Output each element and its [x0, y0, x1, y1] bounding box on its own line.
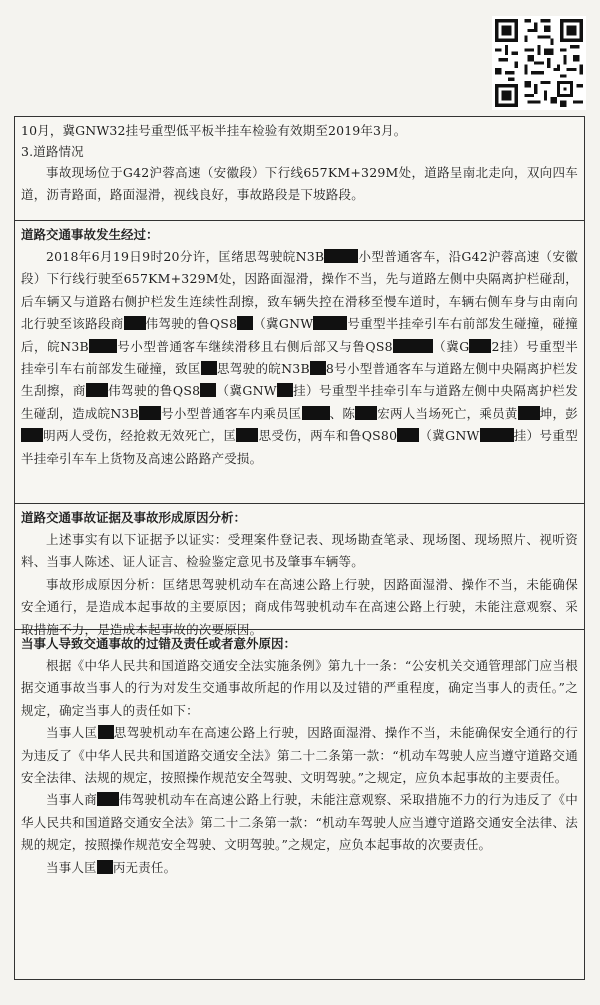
redaction-block — [98, 725, 114, 739]
text-run: 伟驾驶的鲁QS8 — [107, 383, 201, 399]
liability-heading: 当事人导致交通事故的过错及责任或者意外原因： — [21, 636, 297, 651]
liability-basis-text: 根据《中华人民共和国道路交通安全法实施条例》第九十一条：“公安机关交通管理部门应当根据交通事故当事人的行为对发生交通事故所起的作用以及过错的严重程度，确定当事人的责任。”之规定，确定当事人的责任如下： — [21, 658, 578, 718]
text-run: 宏两人当场死亡，乘员黄 — [377, 405, 518, 421]
party-three-liability-text — [21, 857, 578, 879]
redaction-block — [236, 428, 258, 442]
text-run: （冀G — [432, 338, 470, 354]
text-run: 思受伤，两车和鲁QS80 — [258, 428, 398, 444]
redaction-block — [469, 339, 491, 353]
redaction-block — [355, 406, 377, 420]
text-run: 小型普通客车，沿G42沪蓉高速（安徽段）下行线行驶至657KM+329M处，因路面湿滑，操作不当，先与道路左侧中央隔离护栏碰刮，后车辆又与道路右侧护栏发生连续性刮擦，致车辆失控在滑移至慢车道时，车辆右侧车身与由南向北行驶至该路段商 — [21, 249, 578, 332]
qr-code-icon — [492, 16, 586, 110]
text-run: 当事人匡 — [46, 725, 98, 741]
text-run: 当事人商 — [46, 792, 97, 808]
accident-report-table — [14, 116, 585, 980]
redaction-block — [393, 339, 433, 353]
section-evidence-analysis — [15, 504, 584, 637]
text-run: 当事人匡 — [46, 859, 97, 875]
qr-code — [492, 16, 586, 110]
redaction-block — [124, 316, 146, 330]
section-liability — [15, 630, 584, 980]
redaction-block — [86, 383, 108, 397]
redaction-block — [200, 383, 216, 397]
redaction-block — [324, 249, 358, 263]
text-run: 挂）号重型半挂牵引车与道路左侧中央隔离护栏发生碰刮，造成皖N3B — [21, 383, 578, 421]
redaction-block — [201, 361, 217, 375]
text-run: 8号小型普通客车与道路左侧中央隔离护栏发生刮擦，商 — [21, 361, 578, 399]
text-run: （冀GNW — [419, 428, 480, 444]
accident-process-text — [21, 246, 578, 470]
road-conditions-heading: 3.道路情况 — [21, 144, 84, 159]
redaction-block — [97, 792, 119, 806]
redaction-block — [277, 383, 293, 397]
text-run: 挂）号重型半挂牵引车车上货物及高速公路路产受损。 — [21, 428, 578, 466]
evidence-heading: 道路交通事故证据及事故形成原因分析： — [21, 510, 247, 525]
redaction-block — [480, 428, 514, 442]
redaction-block — [313, 316, 347, 330]
redaction-block — [302, 406, 330, 420]
text-run: 坤，彭 — [539, 405, 579, 421]
text-run: 丙无责任。 — [112, 859, 177, 875]
party-one-liability-text — [21, 722, 578, 789]
redaction-block — [237, 316, 253, 330]
text-run: 、陈 — [329, 405, 356, 421]
cause-analysis-text: 事故形成原因分析：匡绪思驾驶机动车在高速公路上行驶，因路面湿滑、操作不当，未能确保安全通行，是造成本起事故的主要原因；商成伟驾驶机动车在高速公路上行驶，未能注意观察、采取措施不力，是造成本起事故的次要原因。 — [21, 576, 578, 637]
text-run: （冀GNW — [216, 383, 277, 399]
text-run: 号小型普通客车内乘员匡 — [161, 405, 302, 421]
section-accident-process — [15, 221, 584, 504]
redaction-block — [397, 428, 419, 442]
text-run: 2挂）号重型半挂牵引车右前部发生碰撞，致匡 — [21, 338, 579, 377]
redaction-block — [97, 860, 113, 874]
text-run: 伟驾驶机动车在高速公路上行驶，未能注意观察、采取措施不力的行为违反了《中华人民共和国道路交通安全法》第二十二条第一款：“机动车驾驶人应当遵守道路交通安全法律、法规的规定，按照操作规范安全驾驶、文明驾驶。”之规定，应负本起事故的次要责任。 — [21, 792, 578, 853]
redaction-block — [89, 339, 117, 353]
text-run: 伟驾驶的鲁QS8 — [145, 316, 238, 332]
text-run: （冀GNW — [253, 316, 314, 332]
text-run: 明两人受伤，经抢救无效死亡，匡 — [43, 428, 237, 444]
text-run: 号重型半挂牵引车右前部发生碰撞，碰撞后，皖N3B — [21, 316, 578, 354]
text-run: 思驾驶的皖N3B — [216, 361, 310, 377]
vehicle-inspection-line: 10月，冀GNW32挂号重型低平板半挂车检验有效期至2019年3月。 — [21, 123, 407, 138]
redaction-block — [518, 406, 540, 420]
evidence-text: 上述事实有以下证据予以证实：受理案件登记表、现场勘查笔录、现场图、现场照片、视听资料、当事人陈述、证人证言、检验鉴定意见书及肇事车辆等。 — [21, 532, 578, 570]
redaction-block — [310, 361, 326, 375]
redaction-block — [139, 406, 161, 420]
text-run: 思驾驶机动车在高速公路上行驶，因路面湿滑、操作不当，未能确保安全通行的行为违反了《中华人民共和国道路交通安全法》第二十二条第一款：“机动车驾驶人应当遵守道路交通安全法律、法规的规定，按照操作规范安全驾驶、文明驾驶。”之规定，应负本起事故的主要责任。 — [21, 725, 578, 786]
redaction-block — [21, 428, 43, 442]
section-road-conditions — [15, 117, 584, 221]
text-run: 号小型普通客车继续滑移且右侧后部又与鲁QS8 — [116, 338, 393, 354]
party-two-liability-text — [21, 789, 578, 856]
accident-process-heading: 道路交通事故发生经过： — [21, 227, 159, 242]
text-run: 2018年6月19日9时20分许，匡绪思驾驶皖N3B — [46, 249, 325, 264]
road-conditions-text: 事故现场位于G42沪蓉高速（安徽段）下行线657KM+329M处，道路呈南北走向，双向四车道，沥青路面，路面湿滑，视线良好，事故路段是下坡路段。 — [21, 165, 578, 203]
